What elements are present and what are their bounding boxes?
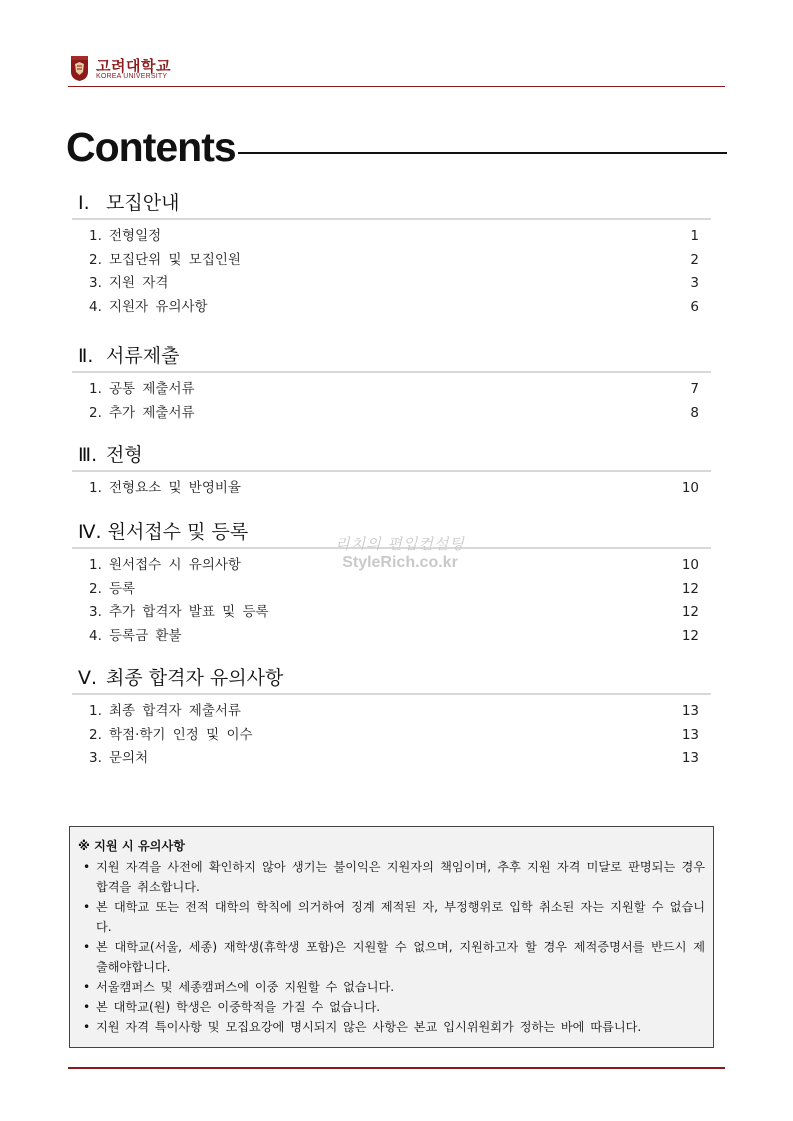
bullet-icon: • (83, 1000, 91, 1014)
watermark-line-2: StyleRich.co.kr (342, 554, 458, 571)
section-2 (72, 343, 711, 425)
section-3 (72, 442, 711, 501)
notice-item-text: 지원 자격을 사전에 확인하지 않아 생기는 불이익은 지원자의 책임이며, 추후 지원 자격 미달로 판명되는 경우 합격을 취소합니다. (96, 860, 705, 894)
university-crest-icon (70, 55, 89, 82)
notice-item (78, 1017, 705, 1037)
section-heading (72, 190, 711, 220)
toc-item-page: 3 (690, 275, 699, 291)
notice-title: ※ 지원 시 유의사항 (78, 839, 185, 853)
toc-item[interactable] (72, 477, 711, 501)
toc-item-number: 1. (89, 381, 102, 397)
watermark (325, 533, 475, 572)
notice-item (78, 937, 705, 977)
notice-item-text: 본 대학교(원) 학생은 이중학적을 가질 수 없습니다. (96, 1000, 381, 1014)
toc-item-page: 13 (681, 703, 699, 719)
page-title: Contents (66, 124, 236, 170)
toc-item-number: 1. (89, 557, 102, 573)
notice-item-text: 본 대학교 또는 전적 대학의 학칙에 의거하여 징계 제적된 자, 부정행위로 입학 취소된 자는 지원할 수 없습니다. (96, 900, 705, 934)
toc-item-number: 3. (89, 604, 102, 620)
section-1 (72, 190, 711, 319)
notice-item-text: 본 대학교(서울, 세종) 재학생(휴학생 포함)은 지원할 수 없으며, 지원하고자 할 경우 제적증명서를 반드시 제출해야합니다. (96, 940, 705, 974)
toc-item-page: 6 (690, 298, 699, 315)
notice-item (78, 857, 705, 897)
section-title: 모집안내 (106, 192, 180, 214)
toc-item-label: 등록금 환불 (109, 627, 182, 644)
bullet-icon: • (83, 860, 91, 874)
section-title: 원서접수 및 등록 (107, 521, 249, 543)
section-number: Ⅴ. (78, 667, 98, 689)
logo-english-text: KOREA UNIVERSITY (96, 73, 168, 80)
toc-item-label: 지원 자격 (109, 275, 169, 291)
toc-item-page: 10 (681, 480, 699, 496)
toc-item-page: 13 (681, 750, 699, 766)
notice-item (78, 897, 705, 937)
bullet-icon: • (83, 900, 91, 914)
toc-item-number: 2. (89, 251, 102, 268)
section-heading (72, 343, 711, 373)
toc-item-label: 추가 제출서류 (109, 404, 195, 421)
section-number: Ⅰ. (78, 192, 90, 214)
toc-item-label: 전형일정 (109, 228, 162, 244)
toc-item-label: 등록 (109, 580, 136, 597)
toc-item-page: 13 (681, 726, 699, 743)
toc-item-label: 공통 제출서류 (109, 381, 195, 397)
toc-item-page: 12 (681, 627, 699, 644)
toc-item-label: 최종 합격자 제출서류 (109, 703, 241, 719)
section-title: 전형 (106, 444, 143, 466)
application-notice-box (69, 826, 714, 1048)
toc-item-number: 2. (89, 726, 102, 743)
toc-item[interactable] (72, 225, 711, 249)
toc-item-page: 10 (681, 557, 699, 573)
toc-item[interactable] (72, 402, 711, 426)
toc-item-label: 모집단위 및 모집인원 (109, 251, 241, 268)
toc-item[interactable] (72, 249, 711, 273)
toc-item-label: 학점·학기 인정 및 이수 (109, 726, 253, 743)
bullet-icon: • (83, 980, 91, 994)
toc-item-number: 2. (89, 580, 102, 597)
toc-item-number: 1. (89, 228, 102, 244)
toc-item[interactable] (72, 272, 711, 296)
toc-item-number: 2. (89, 404, 102, 421)
toc-item[interactable] (72, 724, 711, 748)
toc-item-page: 8 (690, 404, 699, 421)
toc-item-page: 1 (690, 228, 699, 244)
toc-item-number: 4. (89, 298, 102, 315)
bullet-icon: • (83, 1020, 91, 1034)
notice-item (78, 977, 705, 997)
section-heading (72, 442, 711, 472)
section-5 (72, 665, 711, 771)
toc-item-number: 3. (89, 275, 102, 291)
toc-item[interactable] (72, 625, 711, 649)
toc-item[interactable] (72, 601, 711, 625)
toc-item[interactable] (72, 296, 711, 320)
contents-title-row (66, 122, 727, 172)
section-number: Ⅲ. (78, 444, 98, 466)
page-header (68, 52, 725, 87)
toc-item-label: 전형요소 및 반영비율 (109, 480, 241, 496)
section-heading (72, 665, 711, 695)
toc-item[interactable] (72, 378, 711, 402)
toc-item[interactable] (72, 700, 711, 724)
toc-item-label: 추가 합격자 발표 및 등록 (109, 604, 269, 620)
toc-item-page: 7 (690, 381, 699, 397)
toc-item-number: 4. (89, 627, 102, 644)
toc-item-page: 12 (681, 580, 699, 597)
toc-item-number: 1. (89, 703, 102, 719)
toc-item-label: 문의처 (109, 750, 149, 766)
toc-item-label: 원서접수 시 유의사항 (109, 557, 241, 573)
notice-item-text: 지원 자격 특이사항 및 모집요강에 명시되지 않은 사항은 본교 입시위원회가 정하는 바에 따릅니다. (96, 1020, 642, 1034)
toc-item-page: 12 (681, 604, 699, 620)
notice-item (78, 997, 705, 1017)
logo-korean-text: 고려대학교 (96, 57, 171, 75)
toc-item-page: 2 (690, 251, 699, 268)
toc-item-number: 3. (89, 750, 102, 766)
notice-list (78, 857, 705, 1037)
toc-item-label: 지원자 유의사항 (109, 298, 208, 315)
footer-rule (68, 1067, 725, 1069)
watermark-line-1: 리치의 편입컨설팅 (335, 535, 465, 553)
toc-item-number: 1. (89, 480, 102, 496)
section-number: Ⅳ. (78, 521, 102, 543)
section-title: 최종 합격자 유의사항 (106, 667, 284, 689)
notice-item-text: 서울캠퍼스 및 세종캠퍼스에 이중 지원할 수 없습니다. (96, 980, 395, 994)
toc-item[interactable] (72, 578, 711, 602)
section-title: 서류제출 (106, 345, 180, 367)
section-number: Ⅱ. (78, 345, 94, 367)
toc-item[interactable] (72, 747, 711, 771)
bullet-icon: • (83, 940, 91, 954)
